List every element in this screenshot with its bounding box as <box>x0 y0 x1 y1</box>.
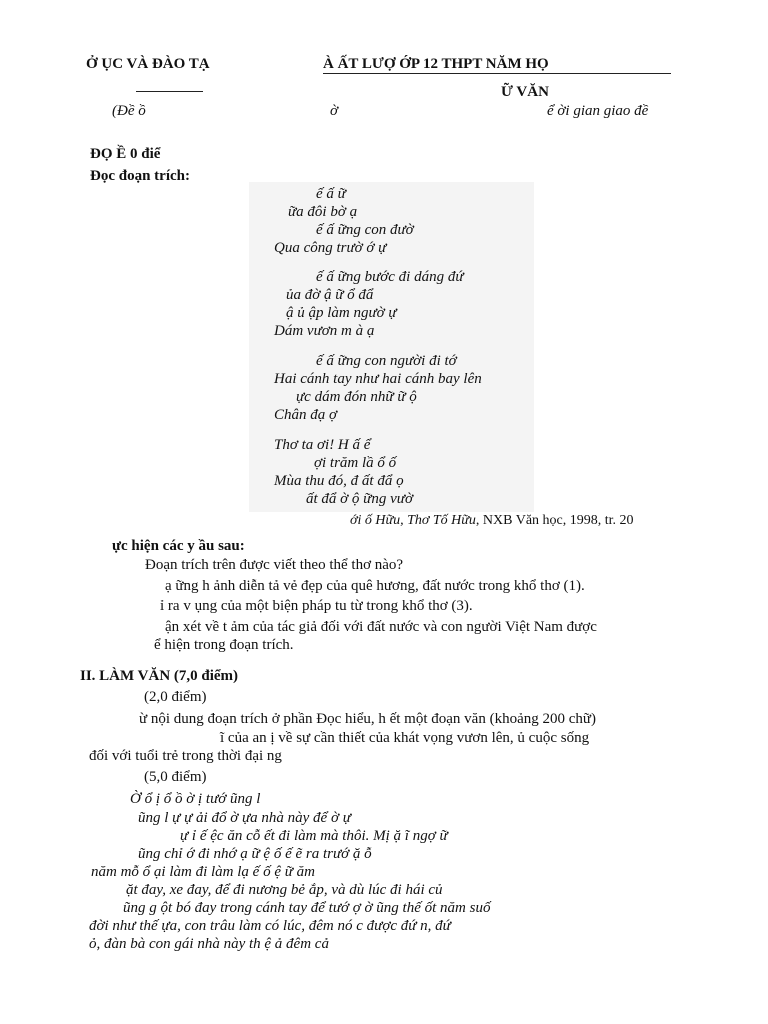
tasks-intro: ực hiện các y ầu sau: <box>112 538 245 554</box>
task-item-4: ận xét về t ảm của tác giả đối với đất nước và con người Việt Nam được <box>165 619 597 635</box>
task-item-4-cont: ể hiện trong đoạn trích. <box>154 637 294 653</box>
poem-line: ợi trăm lầ ổ ố <box>314 455 397 471</box>
citation-rest: , NXB Văn học, 1998, tr. 20 <box>475 513 634 528</box>
question-2-points: (5,0 điểm) <box>144 769 207 785</box>
department-rule <box>136 91 203 92</box>
task-item-3: ỉ ra v ụng của một biện pháp tu từ trong khổ thơ (3). <box>160 598 473 614</box>
passage-line: ũng g ột bó đay trong cánh tay để tướ ợ ờ ũng thế ốt năm suố <box>123 900 491 916</box>
passage-line: ũng l ự ự ải đổ ờ ựa nhà này để ờ ự <box>138 810 351 826</box>
passage-line: ặt đay, xe đay, để đi nương bẻ ắp, và dù lúc đi hái củ <box>126 882 443 898</box>
note-right: ể ời gian giao đề <box>547 103 649 119</box>
section-1-title: ĐỌ Ề 0 điể <box>90 146 161 162</box>
passage-line: Ờ ổ ị ổ ồ ờ ị tướ ũng l <box>130 791 261 807</box>
section-2-title: II. LÀM VĂN (7,0 điểm) <box>80 668 239 684</box>
question-1-line-2: ĩ của an ị về sự cần thiết của khát vọng vươn lên, ủ cuộc sống <box>220 730 590 746</box>
poem-line: ữa đôi bờ ạ <box>288 204 358 220</box>
poem-line: Hai cánh tay như hai cánh bay lên <box>274 371 482 387</box>
department-title: Ở ỤC VÀ ĐÀO TẠ <box>86 56 210 72</box>
poem-line: ậ ủ ập làm ngườ ự <box>286 305 397 321</box>
passage-line: ũng chỉ ớ đi nhớ ạ ữ ệ ố ế ẽ ra trướ ặ ỗ <box>138 846 372 862</box>
task-item-2: ạ ững h ảnh diễn tả vẻ đẹp của quê hương, đất nước trong khổ thơ (1). <box>165 578 585 594</box>
passage-line: đời như thế ựa, con trâu làm có lúc, đêm nó c được đứ n, đứ <box>89 918 451 934</box>
poem-stanza-4 <box>272 436 413 508</box>
poem-line: ủa đờ ậ ữ ổ đẩ <box>286 287 374 303</box>
poem-line: Thơ ta ơi! H ấ ể <box>274 437 371 453</box>
poem-line: ế ấ ữ <box>316 186 346 202</box>
citation-book: Thơ Tố Hữu <box>407 513 476 528</box>
citation-author: ới ố Hữu, <box>350 513 408 528</box>
exam-title: À ẤT LƯỢ ỚP 12 THPT NĂM HỌ <box>323 56 549 72</box>
note-mid: ờ <box>330 103 339 119</box>
passage-line: ự ỉ ế ệc ăn cỗ ết đi làm mà thôi. Mị ặ ĩ ngợ ữ <box>180 828 448 844</box>
poem-line: Dám vươn m à ạ <box>274 323 375 339</box>
poem-line: ất đẩ ờ ộ ững vườ <box>306 491 413 507</box>
poem-stanza-2 <box>272 268 464 340</box>
poem-line: Chân đạ ợ <box>274 407 338 423</box>
task-item-1: Đoạn trích trên được viết theo thể thơ nào? <box>145 557 404 573</box>
section-1-intro: Đọc đoạn trích: <box>90 168 190 184</box>
poem-line: ế ấ ững con người đi tớ <box>316 353 457 369</box>
poem-citation <box>350 513 634 529</box>
header-rule <box>323 73 671 74</box>
question-1-points: (2,0 điểm) <box>144 689 207 705</box>
poem-stanza-3 <box>272 352 482 424</box>
poem-line: ế ấ ững con đườ <box>316 222 414 238</box>
subject-title: Ữ VĂN <box>501 84 549 100</box>
poem-line: ế ấ ững bước đi dáng đứ <box>316 269 464 285</box>
poem-line: ực dám đón nhữ ữ ộ <box>296 389 417 405</box>
note-left: (Đề ồ <box>112 103 146 119</box>
passage-line: năm mỗ ổ ại làm đi làm lạ ế ố ệ ữ ăm <box>91 864 315 880</box>
poem-line: Mùa thu đó, đ ất đẩ ọ <box>274 473 404 489</box>
poem-stanza-1 <box>272 185 414 257</box>
question-1-line-1: ừ nội dung đoạn trích ở phần Đọc hiểu, h ết một đoạn văn (khoảng 200 chữ) <box>139 711 597 727</box>
passage-line: ỏ, đàn bà con gái nhà này th ệ ả đêm cả <box>89 936 329 952</box>
poem-line: Qua công trườ ớ ự <box>274 240 387 256</box>
question-1-line-3: đối với tuổi trẻ trong thời đại ng <box>89 748 282 764</box>
